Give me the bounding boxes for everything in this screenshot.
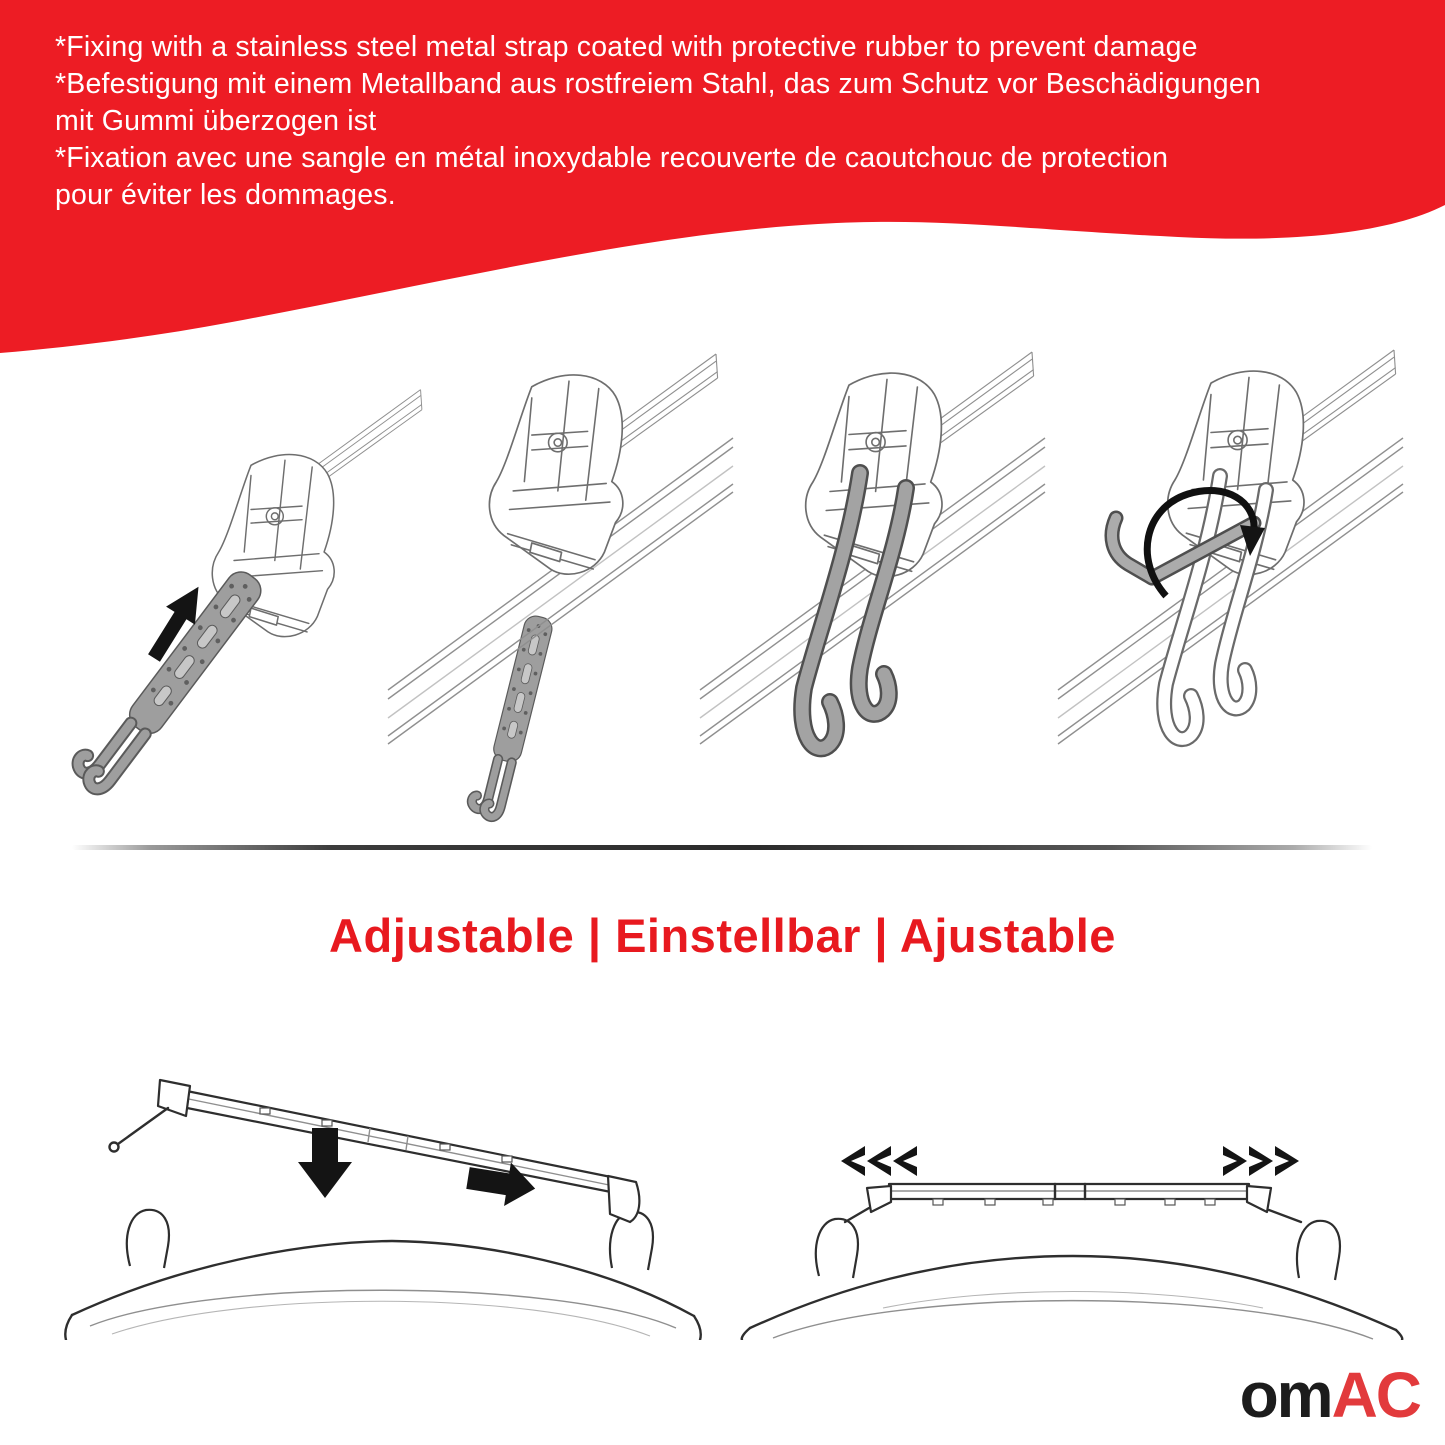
logo-text-black: om [1239,1359,1332,1431]
banner-line-de-2: mit Gummi überzogen ist [55,105,377,137]
step-4-tighten-allen-key [1058,350,1403,744]
left-roof-rail [127,1210,169,1268]
step-1-insert-strap [70,390,421,799]
section-divider [72,845,1372,850]
triple-chevron-left-icon [841,1146,917,1176]
left-roof-rail [816,1219,858,1278]
adjustable-heading: Adjustable | Einstellbar | Ajustable [329,909,1116,962]
step-3-strap-wrapped [700,352,1045,748]
banner-line-fr-2: pour éviter les dommages. [55,179,396,211]
banner-line-de-1: *Befestigung mit einem Metallband aus rostfreiem Stahl, das zum Schutz vor Beschädigungen [55,68,1261,100]
tilted-crossbar [110,1080,640,1222]
hanging-strap-rod [118,1108,168,1144]
omac-logo [1239,1359,1420,1431]
triple-chevron-right-icon [1223,1146,1299,1176]
step-2-strap-inserted [388,354,733,820]
diagram-crossbar-lowering [60,1050,710,1340]
banner-line-en: *Fixing with a stainless steel metal strap coated with protective rubber to prevent damage [55,31,1198,63]
banner-line-fr-1: *Fixation avec une sangle en métal inoxydable recouverte de caoutchouc de protection [55,142,1169,174]
installation-steps-strip [0,358,1445,813]
info-banner [0,0,1445,360]
right-roof-rail [1297,1221,1340,1280]
level-crossbar [845,1184,1301,1222]
right-foot [1247,1186,1271,1212]
logo-text-red: AC [1331,1359,1420,1431]
diagram-crossbar-width-adjust [733,1050,1413,1340]
right-foot [608,1176,639,1222]
banner-text-block [55,29,1373,214]
left-foot [867,1186,891,1212]
